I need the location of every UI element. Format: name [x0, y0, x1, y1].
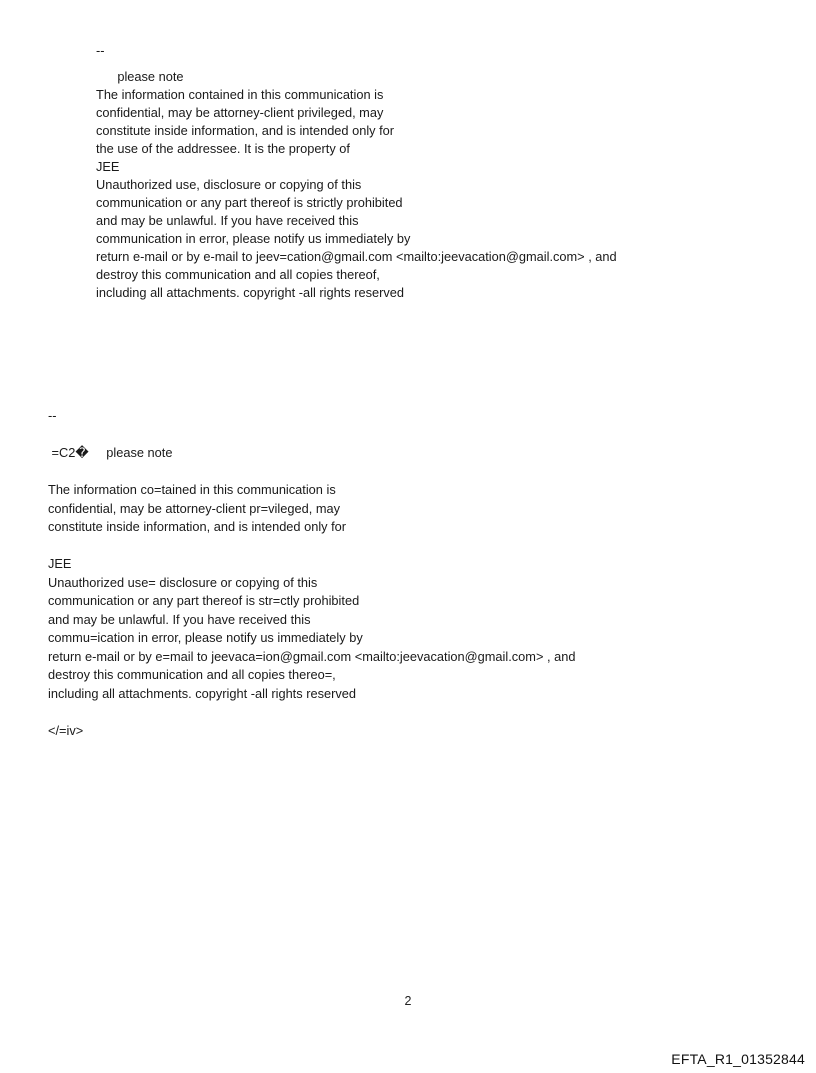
email-disclaimer-block-1 — [96, 42, 617, 302]
text-line: -- — [48, 408, 57, 423]
text-line: JEE — [96, 159, 120, 174]
text-line: JEE — [48, 556, 72, 571]
text-line: communication or any part thereof is str=ctly prohibited — [48, 593, 360, 608]
text-line: the use of the addressee. It is the property of — [96, 141, 350, 156]
text-line: confidential, may be attorney-client pr=vileged, may — [48, 500, 340, 516]
bates-number: EFTA_R1_01352844 — [671, 1051, 805, 1067]
text-line: The information co=tained in this communication is — [48, 482, 336, 497]
text-line: return e-mail or by e=mail to jeevaca=ion@gmail.com <mailto:jeevacation@gmail.com> , and — [48, 648, 576, 664]
text-line: The information contained in this communication is — [96, 87, 384, 102]
text-line: and may be unlawful. If you have received this — [48, 611, 311, 627]
text-line: </=iv> — [48, 722, 84, 738]
text-line: and may be unlawful. If you have received this — [96, 213, 359, 228]
text-line: confidential, may be attorney-client privileged, may — [96, 105, 384, 120]
text-line: return e-mail or by e-mail to jeev=cation@gmail.com <mailto:jeevacation@gmail.com> , and — [96, 249, 617, 264]
text-line — [48, 703, 575, 722]
text-line: Unauthorized use, disclosure or copying of this — [96, 177, 362, 192]
text-line: =C2� please note — [48, 445, 173, 460]
text-line — [48, 537, 575, 556]
text-line: commu=ication in error, please notify us immediately by — [48, 630, 363, 645]
text-line: communication or any part thereof is strictly prohibited — [96, 195, 403, 210]
text-line — [48, 426, 575, 445]
text-line: including all attachments. copyright -all rights reserved — [96, 285, 404, 300]
text-line: destroy this communication and all copies thereof, — [96, 267, 380, 282]
page-number: 2 — [404, 994, 412, 1008]
text-line: please note — [96, 69, 184, 84]
text-line: constitute inside information, and is intended only for — [96, 123, 395, 138]
text-line — [48, 463, 575, 482]
text-line: destroy this communication and all copies thereo=, — [48, 667, 336, 682]
text-line: including all attachments. copyright -all rights reserved — [48, 685, 356, 701]
text-line: communication in error, please notify us immediately by — [96, 231, 411, 246]
text-line: constitute inside information, and is intended only for — [48, 519, 347, 534]
text-line: -- — [96, 43, 105, 58]
email-disclaimer-block-2 — [48, 407, 575, 740]
text-line: Unauthorized use= disclosure or copying of this — [48, 574, 318, 590]
